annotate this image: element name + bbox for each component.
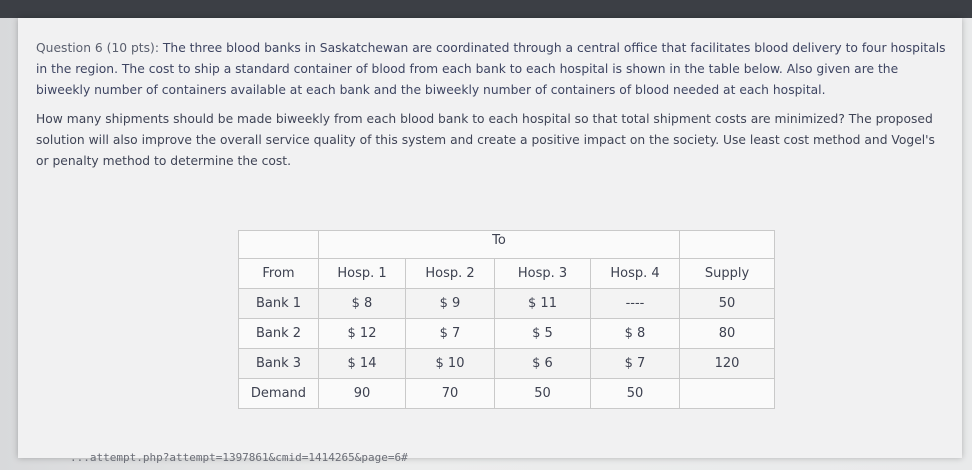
cost-cell: ---- (591, 289, 680, 319)
supply-cell: 50 (680, 289, 775, 319)
question-text (36, 38, 948, 172)
row-label: Bank 2 (239, 319, 319, 349)
cost-cell: $ 11 (495, 289, 591, 319)
cost-cell: $ 10 (406, 349, 495, 379)
demand-cell: 50 (495, 379, 591, 409)
question-label: Question 6 (10 pts): (36, 41, 159, 55)
demand-cell: 50 (591, 379, 680, 409)
table-row-bank3 (239, 349, 775, 379)
demand-cell: 70 (406, 379, 495, 409)
table-blank-cell (239, 231, 319, 259)
table-blank-cell (680, 231, 775, 259)
to-row (239, 231, 775, 259)
cost-table (238, 230, 775, 409)
header-cell-from: From (239, 259, 319, 289)
header-cell-hosp3: Hosp. 3 (495, 259, 591, 289)
cost-cell: $ 7 (591, 349, 680, 379)
row-label: Demand (239, 379, 319, 409)
cost-cell: $ 12 (319, 319, 406, 349)
cost-cell: $ 5 (495, 319, 591, 349)
cost-cell: $ 8 (319, 289, 406, 319)
demand-blank-cell (680, 379, 775, 409)
browser-top-bar (0, 0, 972, 18)
question-paragraph-2: How many shipments should be made biweekly from each blood bank to each hospital so that total shipment costs are minimized? The proposed solution will also improve the overall service quality of this system and create a positive impact on the society. Use least cost method and Vogel's or penalty method to determine the cost. (36, 112, 935, 168)
status-url: ...attempt.php?attempt=1397861&cmid=1414265&page=6# (70, 451, 408, 464)
cost-cell: $ 6 (495, 349, 591, 379)
question-panel (18, 18, 962, 458)
cost-cell: $ 14 (319, 349, 406, 379)
table-row-bank1 (239, 289, 775, 319)
header-cell-supply: Supply (680, 259, 775, 289)
row-label: Bank 3 (239, 349, 319, 379)
header-cell-hosp1: Hosp. 1 (319, 259, 406, 289)
question-paragraph-1 (36, 38, 948, 101)
supply-cell: 80 (680, 319, 775, 349)
header-row (239, 259, 775, 289)
header-cell-hosp2: Hosp. 2 (406, 259, 495, 289)
row-label: Bank 1 (239, 289, 319, 319)
cost-cell: $ 8 (591, 319, 680, 349)
to-label: To (319, 231, 680, 259)
cost-cell: $ 7 (406, 319, 495, 349)
demand-cell: 90 (319, 379, 406, 409)
cost-cell: $ 9 (406, 289, 495, 319)
supply-cell: 120 (680, 349, 775, 379)
table-row-bank2 (239, 319, 775, 349)
table-row-demand (239, 379, 775, 409)
question-body-1: The three blood banks in Saskatchewan are coordinated through a central office that facilitates blood delivery to four hospitals in the region. The cost to ship a standard container of blood from each bank to each hospital is shown in the table below. Also given are the biweekly number of containers available at each bank and the biweekly number of containers of blood needed at each hospital. (36, 41, 946, 97)
header-cell-hosp4: Hosp. 4 (591, 259, 680, 289)
